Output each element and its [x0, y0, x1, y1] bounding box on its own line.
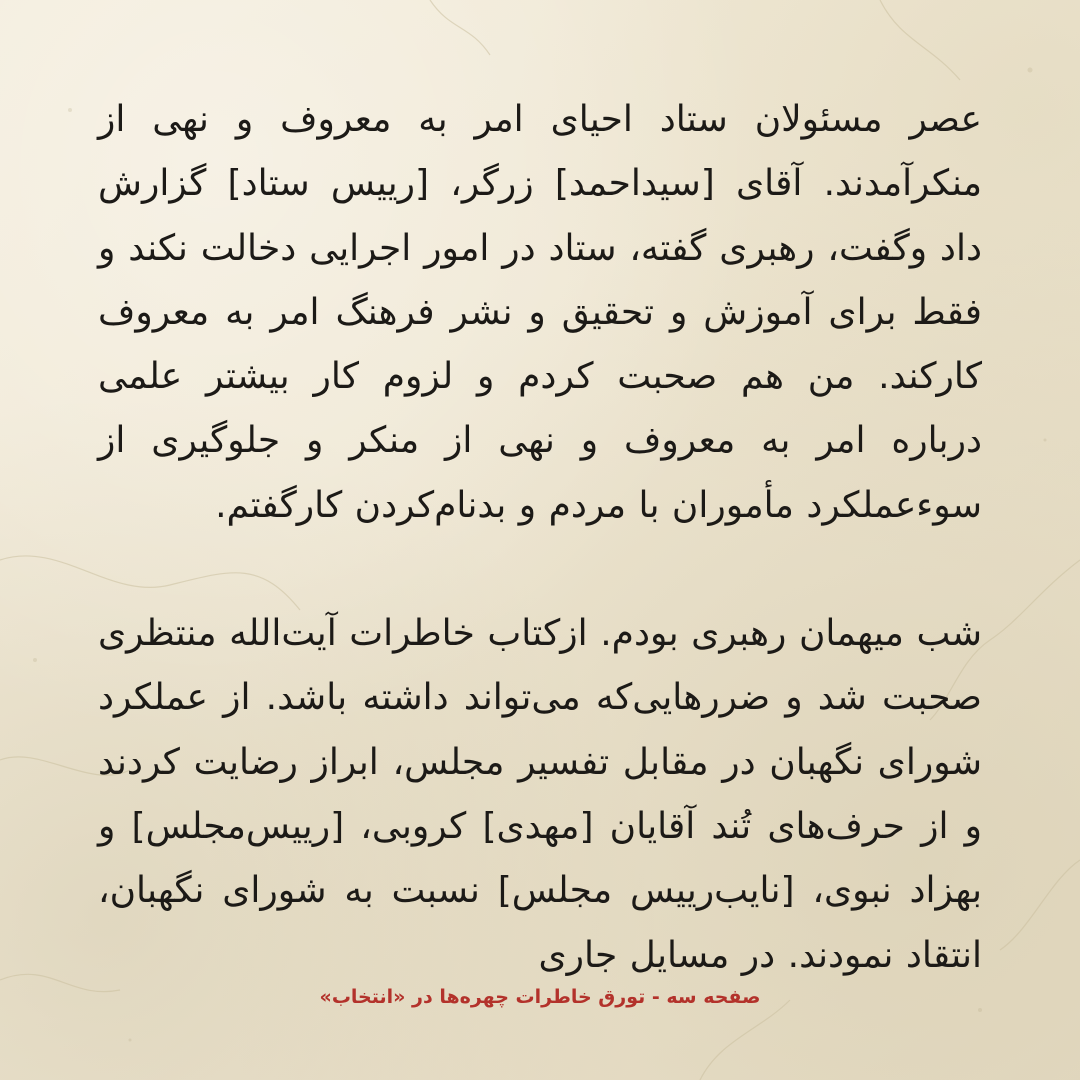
- paragraph-1: عصر مسئولان ستاد احیای امر به معروف و نهی از منکرآمدند. آقای [سیداحمد] زرگر، [رییس ستاد] گزارش داد وگفت، رهبری گفته، ستاد در امور اجرایی دخالت نکند و فقط برای آموزش و تحقیق و نشر فرهنگ امر به معروف کارکند. من هم صحبت کردم و لزوم کار بیشتر علمی درباره امر به معروف و نهی از منکر و جلوگیری از سوءعملکرد مأموران با مردم و بدنام‌کردن کارگفتم.: [98, 99, 982, 526]
- memoir-text-block: [98, 88, 982, 988]
- page-caption: صفحه سه - تورق خاطرات چهره‌ها در «انتخاب»: [319, 986, 761, 1008]
- paragraph-2: شب میهمان رهبری بودم. ازکتاب خاطرات آیت‌الله منتظری صحبت شد و ضررهایی‌که می‌تواند داشته باشد. از عملکرد شورای نگهبان در مقابل تفسیر مجلس، ابراز رضایت کردند و از حرف‌های تُند آقایان [مهدی] کروبی، [رییس‌مجلس] و بهزاد نبوی، [نایب‌رییس مجلس] نسبت به شورای نگهبان، انتقاد نمودند. در مسایل جاری: [98, 613, 982, 976]
